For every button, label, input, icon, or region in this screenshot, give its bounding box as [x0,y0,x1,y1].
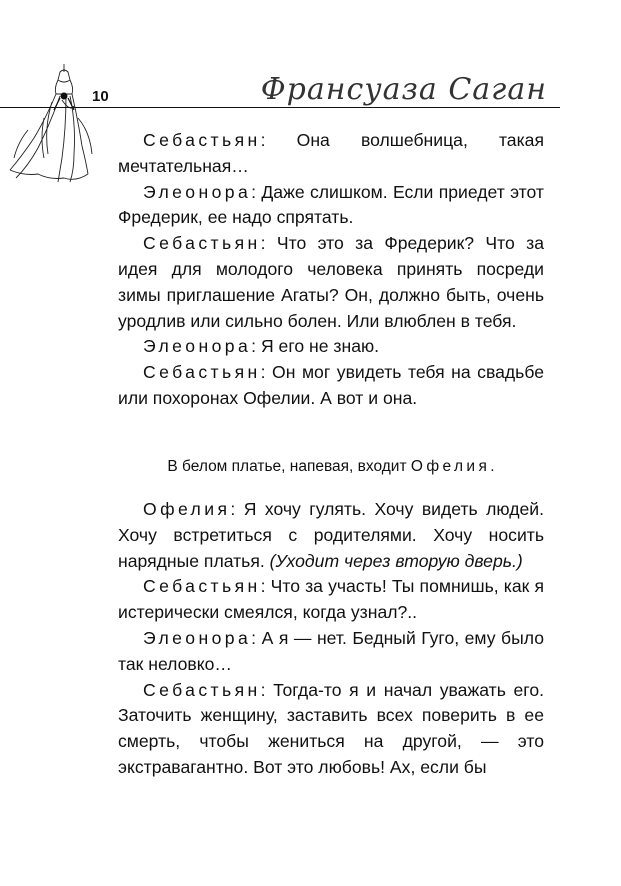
speaker-name: Элеонора [143,181,252,202]
line-text: : Тогда-то я и начал уважать его. Заточить женщину, заставить всех поверить в ее смерть, чтобы жениться на другой, — это экстравагантно. Вот это любовь! Ах, если бы [118,679,544,777]
header-rule [0,107,560,108]
speaker-name: Себастьян [143,679,261,700]
dialogue-line [118,180,544,232]
line-text: : Я хочу гулять. Хочу видеть людей. Хочу встретиться с родителями. Хочу носить нарядные платья. [118,499,544,571]
dialogue-line [118,497,544,574]
line-text: : Я его не знаю. [251,336,380,357]
dialogue-line [118,128,544,180]
dialogue-line [118,678,544,781]
speaker-name: Себастьян [143,362,261,383]
speaker-name: Элеонора [143,336,252,357]
speaker-name: Элеонора [143,627,252,648]
stage-remark: (Уходит через вторую дверь.) [269,550,523,571]
line-text: : Он мог увидеть тебя на свадьбе или похоронах Офелии. А вот и она. [118,362,544,408]
dialogue-block-1 [118,128,544,412]
speaker-name: Себастьян [143,576,261,597]
stage-direction [118,456,544,478]
line-text: : Даже слишком. Если приедет этот Фредерик, ее надо спрятать. [118,181,544,228]
page-number: 10 [92,88,109,105]
dress-illustration-icon [4,58,100,188]
dialogue-block-2 [118,497,544,781]
line-text: : Она волшебница, такая мечтательная… [118,130,544,176]
speaker-name: Офелия [410,458,491,475]
line-text: : Что за участь! Ты помнишь, как я истерически смеялся, когда узнал?.. [118,576,544,623]
running-head-author: Франсуаза Саган [260,72,547,107]
dialogue-line [118,334,544,360]
line-text: : А я — нет. Бедный Гуго, ему было так неловко… [118,627,544,674]
dialogue-line [118,574,544,626]
dialogue-line [118,626,544,678]
dialogue-line [118,360,544,412]
stage-direction-end: . [490,458,495,475]
speaker-name: Офелия [143,499,231,519]
line-text: : Что это за Фредерик? Что за идея для молодого человека принять посреди зимы приглашение Агаты? Он, должно быть, очень уродлив или сильно болен. Или влюблен в тебя. [118,233,544,331]
dialogue-line [118,231,544,334]
speaker-name: Себастьян [143,233,261,254]
speaker-name: Себастьян [143,130,261,150]
stage-direction-text: В белом платье, напевая, входит [167,458,411,475]
